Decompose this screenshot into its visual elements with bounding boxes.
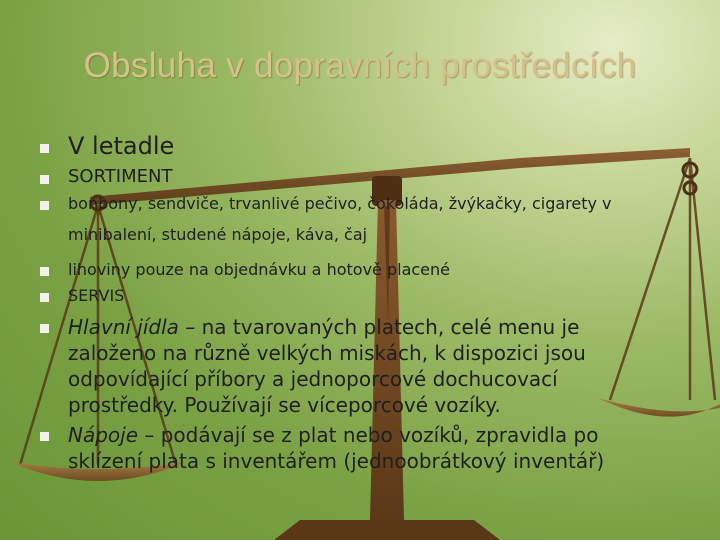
- square-bullet-icon: [40, 267, 49, 276]
- bullet-lead: Hlavní jídla: [68, 315, 179, 339]
- bullet-body: – podávají se z plat nebo vozíků, zpravidla po sklízení plata s inventářem (jednoobrátkový inventář): [68, 423, 605, 473]
- bullet-text: SORTIMENT: [68, 166, 173, 187]
- bullet-text: [68, 422, 658, 474]
- bullet-text: [68, 314, 638, 418]
- bullet-text: bonbony, sendviče, trvanlivé pečivo, čokoláda, žvýkačky, cigarety v minibalení, studené nápoje, káva, čaj: [68, 194, 612, 244]
- bullet-body: – na tvarovaných platech, celé menu je založeno na různě velkých miskách, k dispozici jsou odpovídající příbory a jednoporcové dochucovací prostředky. Používají se víceporcové vozíky.: [68, 315, 586, 417]
- square-bullet-icon: [40, 144, 49, 153]
- bullet-lead: Nápoje: [68, 423, 139, 447]
- square-bullet-icon: [40, 175, 49, 184]
- slide-title: Obsluha v dopravních prostředcích: [83, 46, 637, 85]
- bullet-text: V letadle: [68, 132, 175, 160]
- bullet-text: SERVIS: [68, 286, 125, 305]
- square-bullet-icon: [40, 293, 49, 302]
- bullet-text: lihoviny pouze na objednávku a hotově placené: [68, 260, 450, 279]
- square-bullet-icon: [40, 324, 49, 333]
- square-bullet-icon: [40, 201, 49, 210]
- square-bullet-icon: [40, 432, 49, 441]
